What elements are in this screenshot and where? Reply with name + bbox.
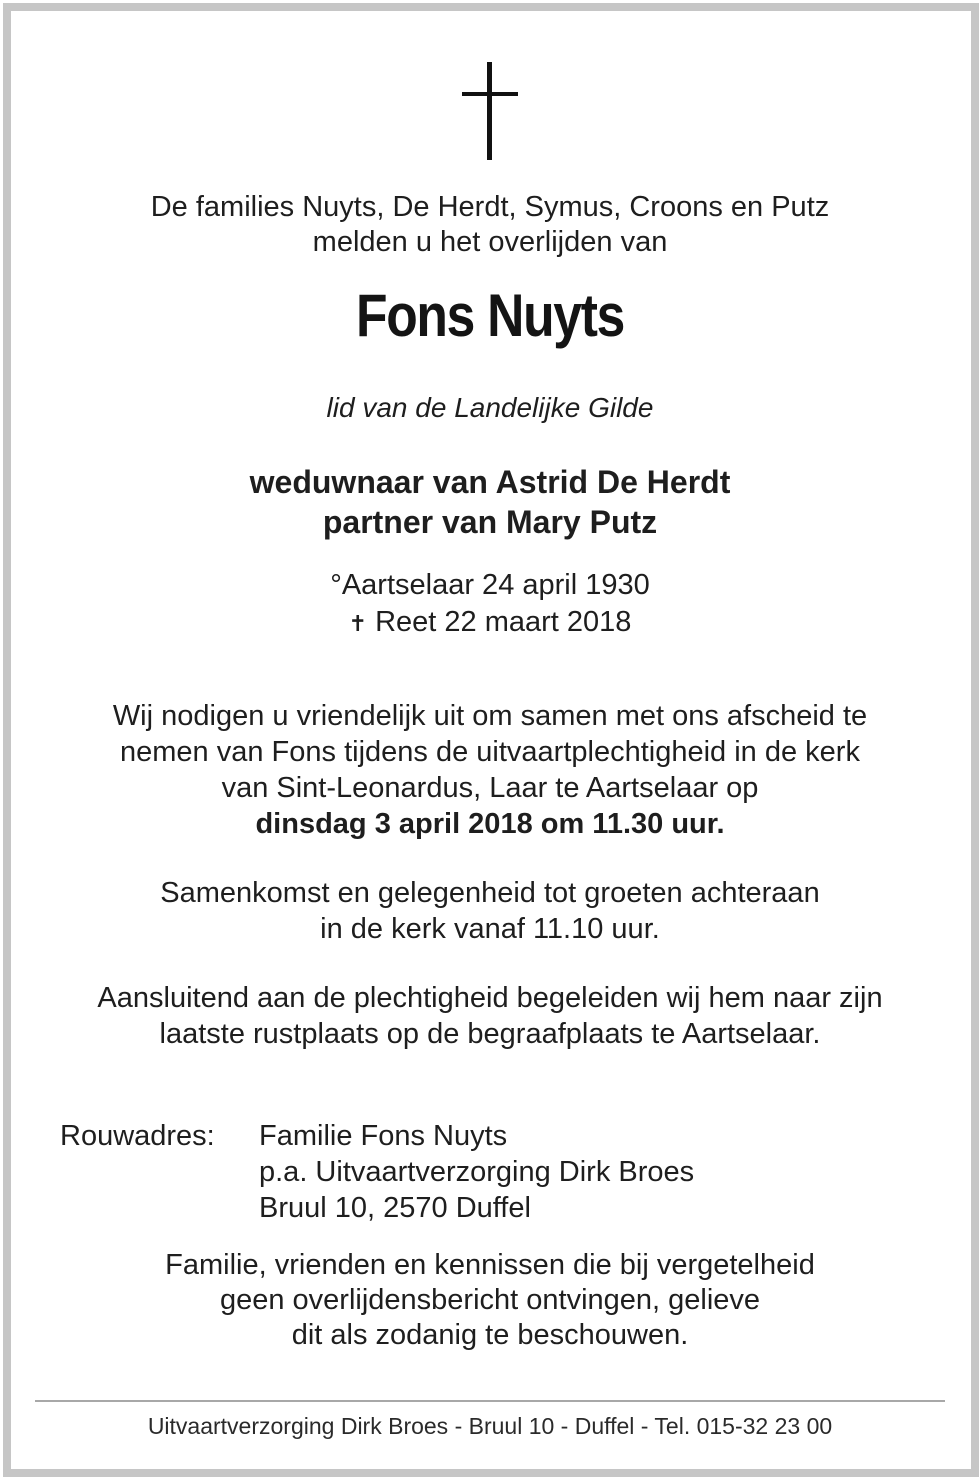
gathering-line: in de kerk vanaf 11.10 uur. bbox=[320, 913, 660, 945]
burial-text bbox=[0, 980, 980, 1052]
footer-divider bbox=[35, 1400, 945, 1402]
relation-line: partner van Mary Putz bbox=[322, 504, 658, 540]
notice-line: geen overlijdensbericht ontvingen, gelieve bbox=[219, 1284, 761, 1316]
death-date-line bbox=[0, 604, 980, 642]
ceremony-datetime: dinsdag 3 april 2018 om 11.30 uur. bbox=[255, 808, 725, 840]
address-label: Rouwadres: bbox=[60, 1120, 215, 1152]
footer-text: Uitvaartverzorging Dirk Broes - Bruul 10 - Duffel - Tel. 015-32 23 00 bbox=[147, 1413, 833, 1439]
invitation-line: nemen van Fons tijdens de uitvaartplechtigheid in de kerk bbox=[120, 736, 860, 768]
life-dates bbox=[0, 567, 980, 642]
invitation-line: Wij nodigen u vriendelijk uit om samen met ons afscheid te bbox=[112, 700, 868, 732]
address-line: Bruul 10, 2570 Duffel bbox=[259, 1192, 531, 1224]
intro-line: melden u het overlijden van bbox=[312, 226, 668, 258]
invitation-text bbox=[0, 698, 980, 842]
burial-line: laatste rustplaats op de begraafplaats te Aartselaar. bbox=[159, 1018, 821, 1050]
address-line: Familie Fons Nuyts bbox=[259, 1120, 508, 1152]
membership-text: lid van de Landelijke Gilde bbox=[326, 392, 654, 423]
notice-text bbox=[0, 1248, 980, 1353]
address-line: p.a. Uitvaartverzorging Dirk Broes bbox=[259, 1156, 695, 1188]
intro-line: De families Nuyts, De Herdt, Symus, Croons en Putz bbox=[150, 191, 830, 223]
gathering-line: Samenkomst en gelegenheid tot groeten achteraan bbox=[160, 877, 820, 909]
address-lines bbox=[259, 1118, 694, 1226]
notice-line: Familie, vrienden en kennissen die bij vergetelheid bbox=[165, 1249, 815, 1281]
cross-header bbox=[0, 62, 980, 160]
invitation-line: van Sint-Leonardus, Laar te Aartselaar op bbox=[221, 772, 759, 804]
intro-text bbox=[0, 190, 980, 260]
gathering-text bbox=[0, 875, 980, 947]
deceased-name: Fons Nuyts bbox=[355, 282, 625, 349]
relation-line: weduwnaar van Astrid De Herdt bbox=[249, 464, 731, 500]
burial-line: Aansluitend aan de plechtigheid begeleiden wij hem naar zijn bbox=[97, 982, 883, 1014]
relations-text bbox=[0, 462, 980, 542]
small-cross-icon: ✝ bbox=[348, 611, 368, 636]
notice-line: dit als zodanig te beschouwen. bbox=[291, 1319, 689, 1351]
cross-icon bbox=[460, 62, 520, 160]
birth-date: °Aartselaar 24 april 1930 bbox=[330, 569, 650, 601]
death-date: Reet 22 maart 2018 bbox=[375, 606, 632, 638]
